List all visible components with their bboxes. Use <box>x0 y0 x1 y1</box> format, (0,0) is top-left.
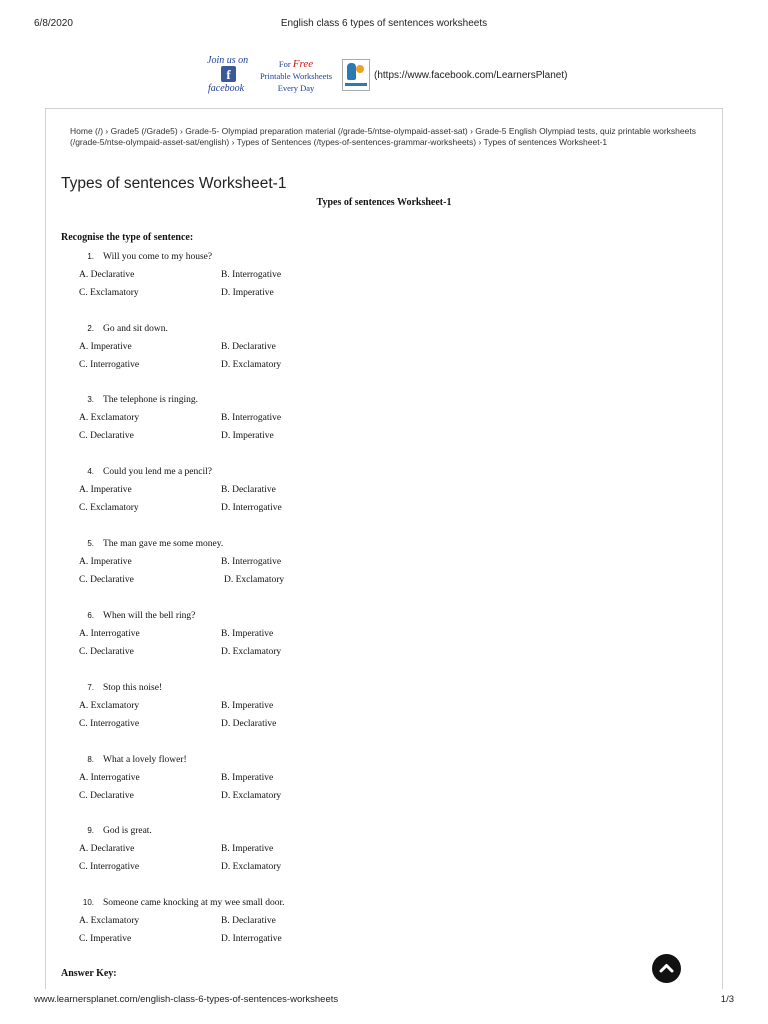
learners-planet-logo <box>342 59 370 91</box>
worksheet-title: Types of sentences Worksheet-1 <box>316 197 452 208</box>
print-page-number: 1/3 <box>720 994 734 1005</box>
question-text: Could you lend me a pencil? <box>103 467 212 477</box>
option-a: A. Exclamatory <box>79 701 140 711</box>
question-1 <box>46 252 706 312</box>
for-text: For <box>278 59 291 69</box>
scroll-to-top-button[interactable] <box>652 954 681 983</box>
option-d: D. Exclamatory <box>221 862 282 872</box>
question-6 <box>46 611 706 671</box>
question-text: The man gave me some money. <box>103 539 224 549</box>
printable-worksheets-text: Printable Worksheets <box>259 71 333 81</box>
facebook-banner[interactable] <box>204 55 567 95</box>
option-c: C. Interrogative <box>79 360 140 370</box>
option-a: A. Exclamatory <box>79 916 140 926</box>
question-number: 1. <box>87 252 94 261</box>
question-text: What a lovely flower! <box>103 755 187 765</box>
option-d: D. Exclamatory <box>224 575 285 585</box>
question-3 <box>46 395 706 455</box>
free-worksheets-badge <box>254 55 338 95</box>
option-c: C. Interrogative <box>79 719 140 729</box>
option-a: A. Declarative <box>79 844 135 854</box>
option-b: B. Imperative <box>221 844 274 854</box>
option-a: A. Declarative <box>79 270 135 280</box>
option-c: C. Declarative <box>79 575 134 585</box>
question-number: 10. <box>82 898 94 907</box>
option-c: C. Interrogative <box>79 862 140 872</box>
question-5 <box>46 539 706 599</box>
option-b: B. Interrogative <box>221 270 282 280</box>
free-text: Free <box>292 58 314 70</box>
option-b: B. Imperative <box>221 629 274 639</box>
option-a: A. Imperative <box>79 342 132 352</box>
option-b: B. Interrogative <box>221 413 282 423</box>
question-10 <box>46 898 706 958</box>
question-7 <box>46 683 706 743</box>
instruction: Recognise the type of sentence: <box>61 232 194 243</box>
print-title: English class 6 types of sentences worksheets <box>280 18 488 29</box>
question-text: When will the bell ring? <box>103 611 196 621</box>
option-d: D. Interrogative <box>221 934 282 944</box>
question-9 <box>46 826 706 886</box>
print-footer-url: www.learnersplanet.com/english-class-6-types-of-sentences-worksheets <box>34 994 339 1005</box>
question-text: Go and sit down. <box>103 324 168 334</box>
option-c: C. Exclamatory <box>79 288 139 298</box>
question-2 <box>46 324 706 384</box>
facebook-link[interactable]: (https://www.facebook.com/LearnersPlanet) <box>374 69 568 81</box>
option-d: D. Declarative <box>221 719 277 729</box>
question-number: 8. <box>87 755 94 764</box>
option-b: B. Declarative <box>221 342 276 352</box>
option-c: C. Declarative <box>79 791 134 801</box>
option-d: D. Exclamatory <box>221 647 282 657</box>
option-c: C. Declarative <box>79 431 134 441</box>
question-4 <box>46 467 706 527</box>
question-text: Will you come to my house? <box>103 252 213 262</box>
option-c: C. Exclamatory <box>79 503 139 513</box>
facebook-wordmark: facebook <box>208 83 245 94</box>
option-b: B. Imperative <box>221 773 274 783</box>
facebook-badge[interactable] <box>204 55 254 95</box>
option-d: D. Imperative <box>221 288 274 298</box>
question-text: Someone came knocking at my wee small door. <box>103 898 285 908</box>
content-box <box>45 108 723 989</box>
question-number: 3. <box>87 395 94 404</box>
option-a: A. Interrogative <box>79 629 140 639</box>
option-c: C. Imperative <box>79 934 132 944</box>
chevron-up-icon <box>658 960 675 977</box>
option-b: B. Declarative <box>221 485 276 495</box>
option-b: B. Declarative <box>221 916 276 926</box>
option-a: A. Imperative <box>79 557 132 567</box>
join-us-text: Join us on <box>207 55 249 66</box>
question-number: 4. <box>87 467 94 476</box>
every-day-text: Every Day <box>277 83 315 93</box>
print-date: 6/8/2020 <box>34 18 73 29</box>
option-a: A. Imperative <box>79 485 132 495</box>
option-c: C. Declarative <box>79 647 134 657</box>
option-b: B. Interrogative <box>221 557 282 567</box>
option-d: D. Exclamatory <box>221 791 282 801</box>
question-number: 2. <box>87 324 94 333</box>
option-a: A. Exclamatory <box>79 413 140 423</box>
question-number: 9. <box>87 826 94 835</box>
answer-key-heading: Answer Key: <box>61 968 117 979</box>
option-d: D. Exclamatory <box>221 360 282 370</box>
option-d: D. Interrogative <box>221 503 282 513</box>
question-text: God is great. <box>103 826 152 836</box>
facebook-icon: f <box>221 66 236 82</box>
question-number: 6. <box>87 611 94 620</box>
question-number: 5. <box>87 539 94 548</box>
option-b: B. Imperative <box>221 701 274 711</box>
option-a: A. Interrogative <box>79 773 140 783</box>
question-text: Stop this noise! <box>103 683 163 693</box>
question-number: 7. <box>87 683 94 692</box>
page-title: Types of sentences Worksheet-1 <box>61 175 287 192</box>
breadcrumb[interactable]: Home (/) › Grade5 (/Grade5) › Grade-5- Olympiad preparation material (/grade-5/ntse-olympaid-asset-sat) › Grade-5 English Olympiad tests, quiz printable worksheets (/grade-5/ntse-olympaid-asset-sat/english) › Types of Sentences (/types-of-sentences-grammar-worksheets) › Types of sentences Worksheet-1 <box>70 126 696 147</box>
option-d: D. Imperative <box>221 431 274 441</box>
question-8 <box>46 755 706 815</box>
question-text: The telephone is ringing. <box>103 395 198 405</box>
